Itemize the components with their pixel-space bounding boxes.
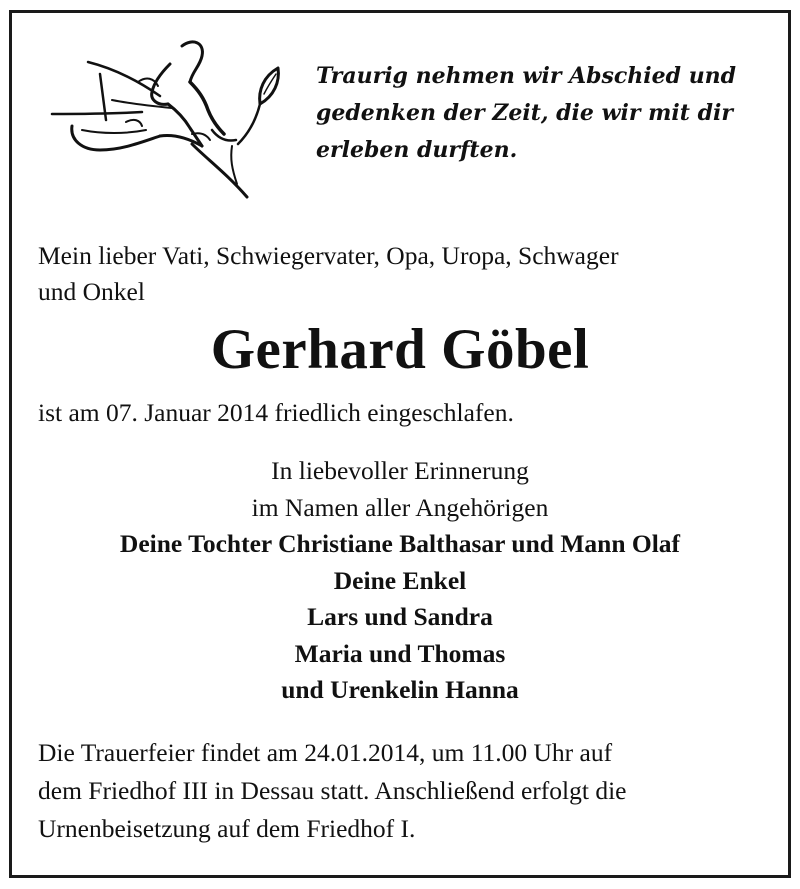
motto-text <box>316 58 776 169</box>
mourner-name: Lars und Sandra <box>307 602 493 631</box>
mourner-name: Deine Enkel <box>333 565 467 595</box>
mourner-name: Maria und Thomas <box>294 638 506 668</box>
mourners-block <box>0 453 800 709</box>
intro-line: und Onkel <box>38 277 145 306</box>
relatives-line: im Namen aller Angehörigen <box>251 492 549 522</box>
deceased-name: Gerhard Göbel <box>210 318 590 381</box>
relationship-intro <box>38 238 778 310</box>
mourner-name: und Urenkelin Hanna <box>281 675 519 704</box>
intro-line: Mein lieber Vati, Schwiegervater, Opa, Uropa, Schwager <box>38 241 619 270</box>
funeral-line: dem Friedhof III in Dessau statt. Anschließend erfolgt die <box>38 776 627 805</box>
death-notice: ist am 07. Januar 2014 friedlich eingeschlafen. <box>38 398 514 427</box>
motto-line: Traurig nehmen wir Abschied und <box>316 63 737 89</box>
mourner-name: Deine Tochter Christiane Balthasar und Mann Olaf <box>119 529 681 558</box>
lily-flower-illustration <box>42 34 292 202</box>
funeral-details <box>38 734 778 848</box>
motto-line: gedenken der Zeit, die wir mit dir <box>316 100 733 126</box>
remembrance-line: In liebevoller Erinnerung <box>271 456 529 485</box>
motto-line: erleben durften. <box>316 137 518 163</box>
funeral-line: Die Trauerfeier findet am 24.01.2014, um 11.00 Uhr auf <box>38 738 613 767</box>
funeral-line: Urnenbeisetzung auf dem Friedhof I. <box>38 814 416 843</box>
